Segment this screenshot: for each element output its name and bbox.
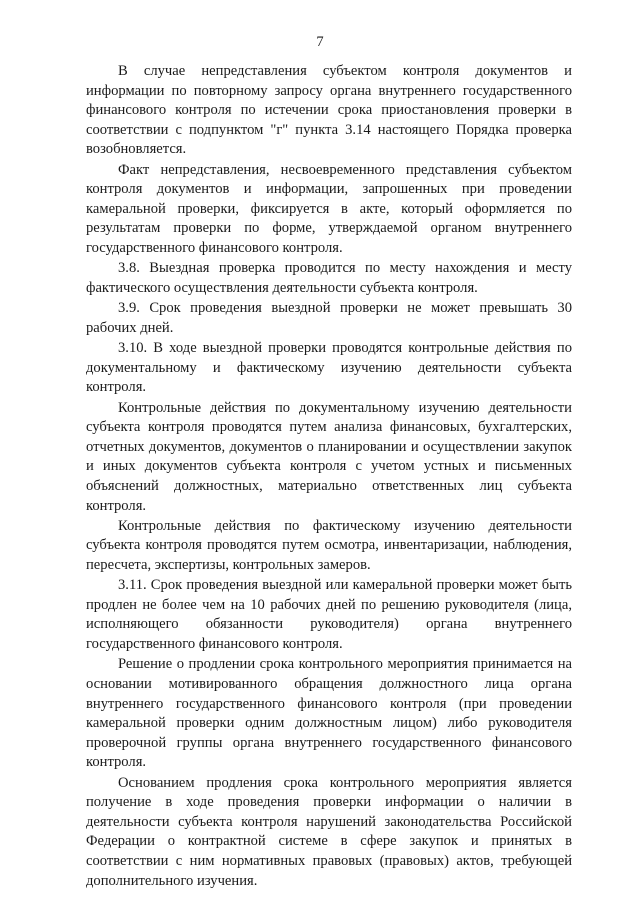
paragraph-extension-decision: Решение о продлении срока контрольного мероприятия принимается на основании мотивированного обращения должностного лица органа внутреннего государственного финансового контроля (при проведении камеральной проверки одним должностным лицом) либо руководителя проверочной группы органа внутреннего государственного финансового контроля. [86, 656, 572, 771]
paragraph-3-11: 3.11. Срок проведения выездной или камеральной проверки может быть продлен не более чем на 10 рабочих дней по решению руководителя (лица, исполняющего обязанности руководителя) органа внутреннего государственного финансового контроля. [86, 577, 572, 653]
paragraph-3-9: 3.9. Срок проведения выездной проверки не может превышать 30 рабочих дней. [86, 300, 572, 336]
paragraph-documentary-study: Контрольные действия по документальному изучению деятельности субъекта контроля проводятся путем анализа финансовых, бухгалтерских, отчетных документов, документов о планировании и осуществлении закупок и иных документов субъекта контроля с учетом устных и письменных объяснений должностных, материально ответственных лиц субъекта контроля. [86, 399, 572, 514]
paragraph-nonsubmission-fact: Факт непредставления, несвоевременного представления субъектом контроля документов и информации, запрошенных при проведении камеральной проверки, фиксируется в акте, который оформляется по результатам проверки по форме, утверждаемой органом внутреннего государственного финансового контроля. [86, 161, 572, 257]
paragraph-resumption: В случае непредставления субъектом контроля документов и информации по повторному запросу органа внутреннего государственного финансового контроля по истечении срока приостановления проверки в соответствии с подпунктом "г" пункта 3.14 настоящего Порядка проверка возобновляется. [86, 63, 572, 158]
document-body [86, 62, 572, 892]
paragraph-factual-study: Контрольные действия по фактическому изучению деятельности субъекта контроля проводятся путем осмотра, инвентаризации, наблюдения, пересчета, экспертизы, контрольных замеров. [86, 517, 572, 573]
page-number: 7 [316, 34, 324, 50]
paragraph-3-10: 3.10. В ходе выездной проверки проводятся контрольные действия по документальному и фактическому изучению деятельности субъекта контроля. [86, 340, 572, 396]
paragraph-extension-grounds: Основанием продления срока контрольного мероприятия является получение в ходе проведения проверки информации о наличии в деятельности субъекта контроля нарушений законодательства Российской Федерации о контрактной системе в сфере закупок и принятых в соответствии с ним нормативных правовых (правовых) актов, требующей дополнительного изучения. [86, 774, 572, 889]
paragraph-3-8: 3.8. Выездная проверка проводится по месту нахождения и месту фактического осуществления деятельности субъекта контроля. [86, 260, 572, 296]
